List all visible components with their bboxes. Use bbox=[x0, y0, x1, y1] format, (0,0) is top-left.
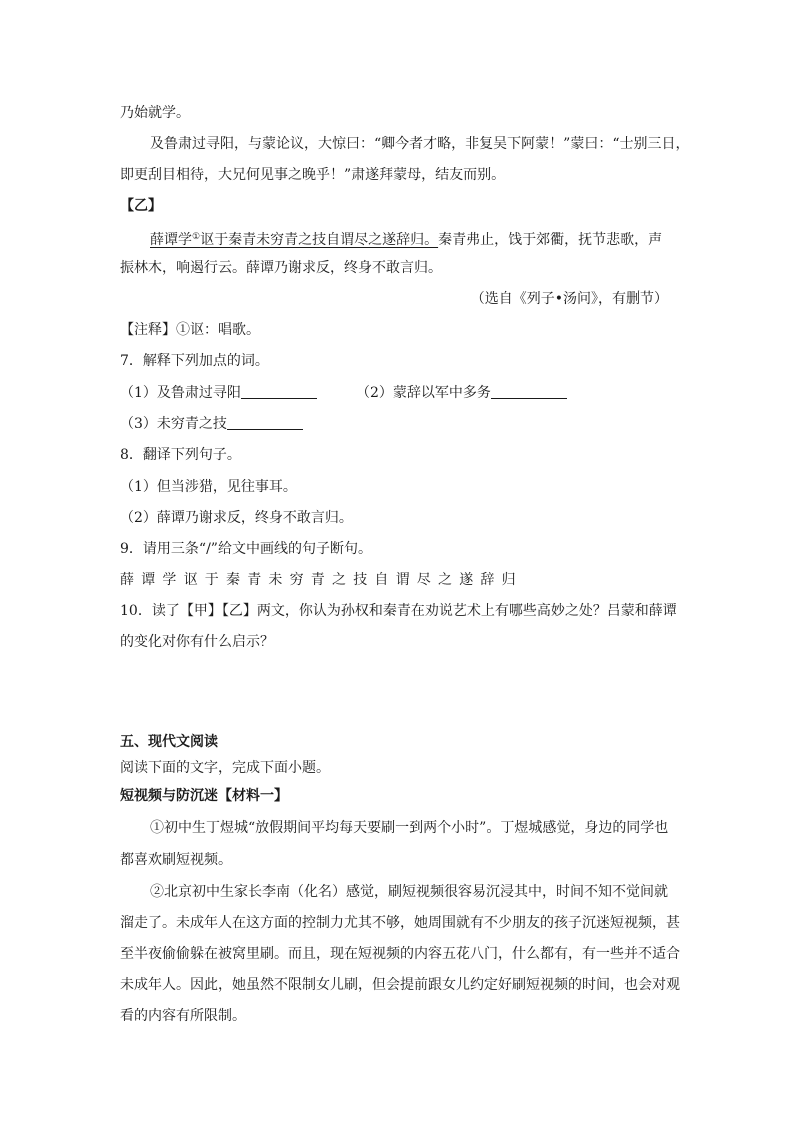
question-10: 10．读了【甲】【乙】两文，你认为孙权和秦青在劝说艺术上有哪些高妙之处？吕蒙和薛谭 bbox=[120, 603, 677, 619]
section-label-yi: 【乙】 bbox=[120, 198, 162, 214]
paragraph-1-line: ①初中生丁煜城“放假期间平均每天要刷一到两个小时”。丁煜城感觉，身边的同学也 bbox=[150, 820, 669, 836]
question-7-item-3: （3）未穷青之技 bbox=[120, 414, 303, 434]
text-line: 振林木，响遏行云。薛谭乃谢求反，终身不敢言归。 bbox=[120, 260, 442, 276]
answer-blank[interactable] bbox=[241, 384, 317, 399]
question-7: 7．解释下列加点的词。 bbox=[120, 353, 269, 369]
text-line: 及鲁肃过寻阳，与蒙论议，大惊曰：“卿今者才略，非复吴下阿蒙！”蒙曰：“士别三日， bbox=[150, 136, 690, 152]
question-9: 9．请用三条“/”给文中画线的句子断句。 bbox=[120, 541, 372, 557]
question-8-item-2: （2）薛谭乃谢求反，终身不敢言归。 bbox=[120, 510, 353, 526]
section-5-title: 五、现代文阅读 bbox=[120, 734, 218, 750]
source-citation: （选自《列子•汤问》，有删节） bbox=[470, 291, 668, 307]
question-8-item-1: （1）但当涉猎，见往事耳。 bbox=[120, 479, 297, 495]
question-8: 8．翻译下列句子。 bbox=[120, 447, 241, 463]
footnote-marker: ① bbox=[192, 232, 201, 242]
question-10-cont: 的变化对你有什么启示？ bbox=[120, 634, 274, 650]
paragraph-2-line: 溜走了。未成年人在这方面的控制力尤其不够，她周围就有不少朋友的孩子沉迷短视频，甚 bbox=[120, 915, 680, 931]
question-9-sentence: 薛谭学讴于秦青未穷青之技自谓尽之遂辞归 bbox=[120, 572, 523, 588]
text-line: 薛谭学①讴于秦青未穷青之技自谓尽之遂辞归。秦青弗止，饯于郊衢，抚节悲歌，声 bbox=[150, 232, 663, 248]
answer-blank[interactable] bbox=[227, 415, 303, 430]
question-7-item-1: （1）及鲁肃过寻阳 bbox=[120, 383, 317, 403]
question-7-item-2: （2）蒙辞以军中多务 bbox=[356, 383, 567, 403]
section-5-instructions: 阅读下面的文字，完成下面小题。 bbox=[120, 760, 330, 776]
paragraph-2-line: 未成年人。因此，她虽然不限制女儿刷，但会提前跟女儿约定好刷短视频的时间，也会对观 bbox=[120, 977, 680, 993]
material-1-title: 短视频与防沉迷【材料一】 bbox=[120, 788, 288, 804]
paragraph-2-line: 看的内容有所限制。 bbox=[120, 1008, 246, 1024]
paragraph-1-line: 都喜欢刷短视频。 bbox=[120, 852, 232, 868]
paragraph-2-line: ②北京初中生家长李南（化名）感觉，刷短视频很容易沉浸其中，时间不知不觉间就 bbox=[150, 884, 668, 900]
text-line: 乃始就学。 bbox=[120, 105, 190, 121]
answer-blank[interactable] bbox=[491, 384, 567, 399]
text-line: 即更刮目相待，大兄何见事之晚乎！”肃遂拜蒙母，结友而别。 bbox=[120, 167, 506, 183]
paragraph-2-line: 至半夜偷偷躲在被窝里刷。而且，现在短视频的内容五花八门，什么都有，有一些并不适合 bbox=[120, 946, 680, 962]
footnote: 【注释】①讴：唱歌。 bbox=[120, 322, 260, 338]
underlined-sentence: 薛谭学①讴于秦青未穷青之技自谓尽之遂辞归。 bbox=[150, 232, 439, 248]
